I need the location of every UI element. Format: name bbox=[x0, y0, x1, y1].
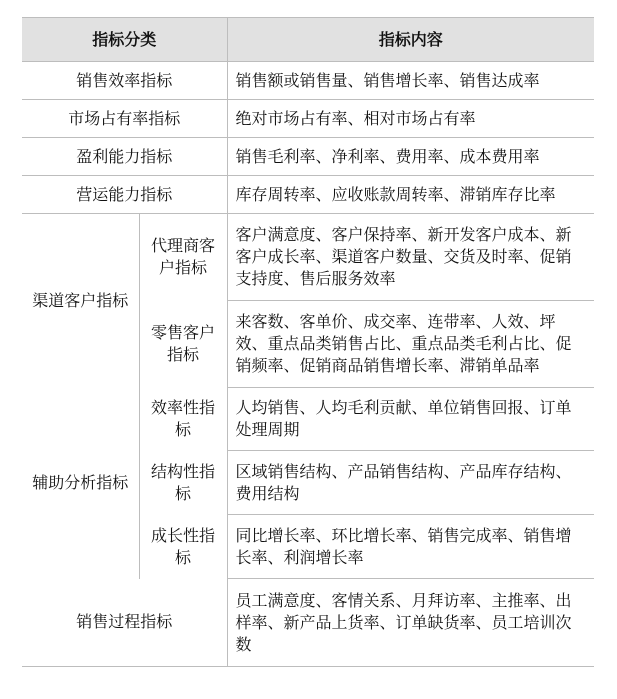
content-cell: 库存周转率、应收账款周转率、滞销库存比率 bbox=[227, 176, 594, 214]
content-cell: 来客数、客单价、成交率、连带率、人效、坪效、重点品类销售占比、重点品类毛利占比、促销频率、促销商品销售增长率、滞销单品率 bbox=[227, 301, 594, 388]
table-row bbox=[22, 100, 594, 138]
metrics-table bbox=[22, 17, 594, 667]
category-cell: 盈利能力指标 bbox=[22, 138, 227, 176]
subcategory-cell: 成长性指标 bbox=[139, 515, 227, 579]
subcategory-cell: 效率性指标 bbox=[139, 388, 227, 451]
table-row bbox=[22, 214, 594, 301]
header-category: 指标分类 bbox=[22, 18, 227, 62]
category-cell: 销售效率指标 bbox=[22, 62, 227, 100]
table-row bbox=[22, 62, 594, 100]
content-cell: 客户满意度、客户保持率、新开发客户成本、新客户成长率、渠道客户数量、交货及时率、促销支持度、售后服务效率 bbox=[227, 214, 594, 301]
group-category-cell: 渠道客户指标 bbox=[22, 214, 139, 388]
table-row bbox=[22, 176, 594, 214]
table-row bbox=[22, 388, 594, 451]
subcategory-cell: 零售客户指标 bbox=[139, 301, 227, 388]
content-cell: 绝对市场占有率、相对市场占有率 bbox=[227, 100, 594, 138]
content-cell: 区域销售结构、产品销售结构、产品库存结构、费用结构 bbox=[227, 451, 594, 515]
header-content: 指标内容 bbox=[227, 18, 594, 62]
subcategory-cell: 代理商客户指标 bbox=[139, 214, 227, 301]
category-cell: 销售过程指标 bbox=[22, 579, 227, 667]
content-cell: 同比增长率、环比增长率、销售完成率、销售增长率、利润增长率 bbox=[227, 515, 594, 579]
category-cell: 市场占有率指标 bbox=[22, 100, 227, 138]
table-row bbox=[22, 138, 594, 176]
group-category-cell: 辅助分析指标 bbox=[22, 388, 139, 579]
category-cell: 营运能力指标 bbox=[22, 176, 227, 214]
content-cell: 销售毛利率、净利率、费用率、成本费用率 bbox=[227, 138, 594, 176]
subcategory-cell: 结构性指标 bbox=[139, 451, 227, 515]
content-cell: 销售额或销售量、销售增长率、销售达成率 bbox=[227, 62, 594, 100]
table-header-row bbox=[22, 18, 594, 62]
content-cell: 人均销售、人均毛利贡献、单位销售回报、订单处理周期 bbox=[227, 388, 594, 451]
table-row bbox=[22, 579, 594, 667]
content-cell: 员工满意度、客情关系、月拜访率、主推率、出样率、新产品上货率、订单缺货率、员工培训次数 bbox=[227, 579, 594, 667]
